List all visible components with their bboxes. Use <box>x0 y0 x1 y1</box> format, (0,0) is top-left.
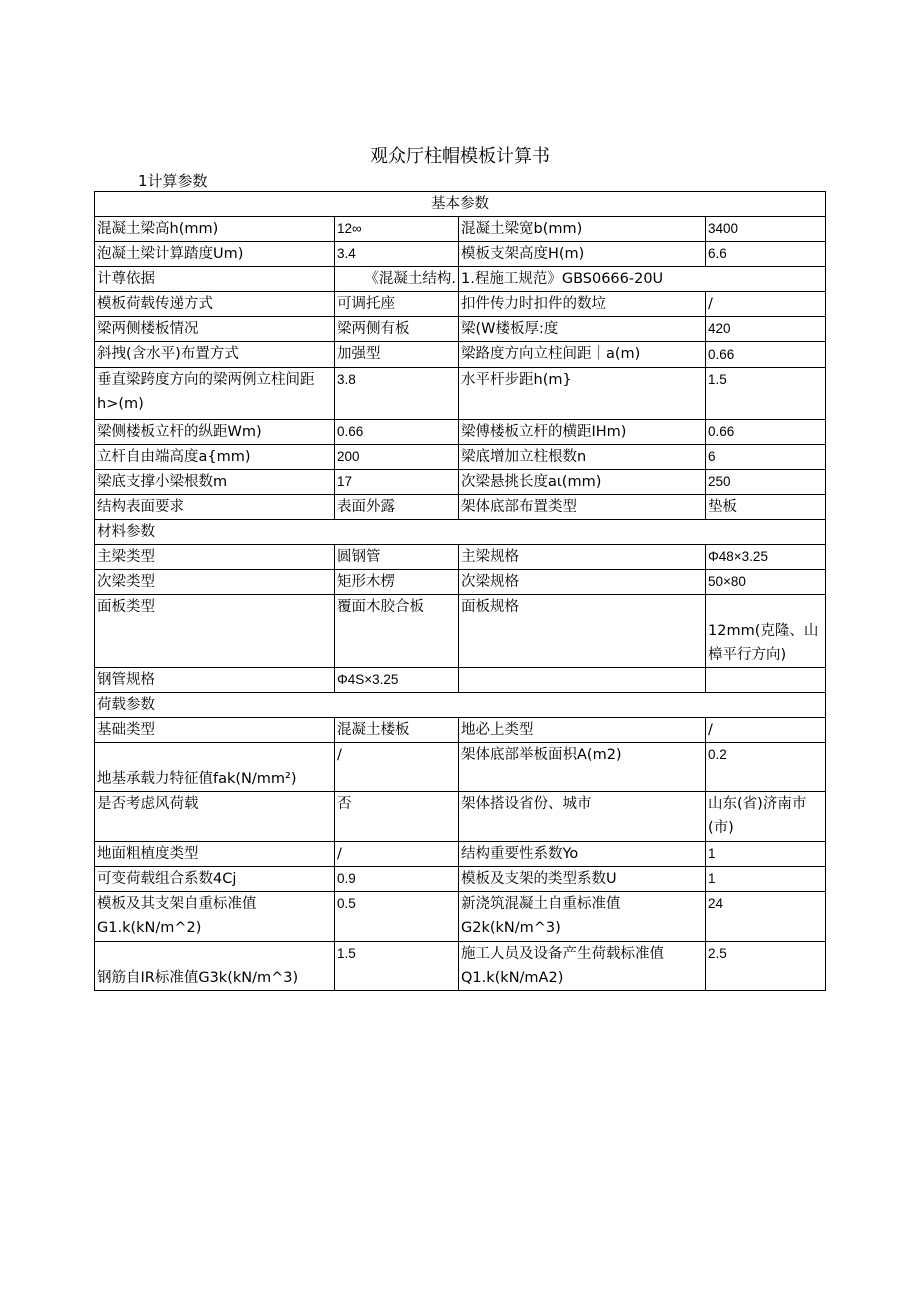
param-label: 架体底部举板面枳A(m2) <box>459 743 706 792</box>
param-value: 50×80 <box>706 570 826 595</box>
param-value: 梁两侧有板 <box>335 317 459 342</box>
param-label: 模板支架高度H(m) <box>459 242 706 267</box>
param-value: Φ4S×3.25 <box>335 668 459 693</box>
section-heading: 1计算参数 <box>138 172 208 190</box>
param-value: 6.6 <box>706 242 826 267</box>
param-value: 0.5 <box>335 892 459 942</box>
header-material: 材料参数 <box>95 520 826 545</box>
param-label: 梁侧楼板立杆的纵距Wm) <box>95 420 335 445</box>
param-label: 梁两侧楼板情况 <box>95 317 335 342</box>
param-value: 1.5 <box>335 942 459 991</box>
document-title: 观众厅柱帽模板计算书 <box>370 146 550 167</box>
param-label: 钢管规格 <box>95 668 335 693</box>
param-label: 基础类型 <box>95 718 335 743</box>
param-value: 1.程施工规范》GBS0666-20U <box>459 267 826 292</box>
param-label: 泡凝土梁计算踏度Um) <box>95 242 335 267</box>
param-value: 垫板 <box>706 495 826 520</box>
param-value: 0.2 <box>706 743 826 792</box>
param-label: 计尊依据 <box>95 267 335 292</box>
param-value: 混凝土楼板 <box>335 718 459 743</box>
param-label: 模板及支架的类型系数U <box>459 867 706 892</box>
param-value: 圆钢管 <box>335 545 459 570</box>
param-label: 梁底支撑小梁根数m <box>95 470 335 495</box>
param-value: 2.5 <box>706 942 826 991</box>
param-value: 《混凝土结构. <box>335 267 459 292</box>
param-value: 0.9 <box>335 867 459 892</box>
param-label: 钢筋自IR标准值G3k(kN/m^3) <box>95 942 335 991</box>
param-value: 420 <box>706 317 826 342</box>
param-label: 地面粗植度类型 <box>95 842 335 867</box>
param-label: 混凝土梁高h(mm) <box>95 217 335 242</box>
param-label: 施工人员及设备产生荷载标准值Q1.k(kN/mA2) <box>459 942 706 991</box>
param-label: 地必上类型 <box>459 718 706 743</box>
param-label: 梁(W楼板厚:度 <box>459 317 706 342</box>
param-label: 新浇筑混凝土自重标准值G2k(kN/m^3) <box>459 892 706 942</box>
param-value: / <box>706 718 826 743</box>
param-value: 矩形木楞 <box>335 570 459 595</box>
header-basic: 基本参数 <box>95 192 826 217</box>
param-label: 是否考虑风荷载 <box>95 792 335 842</box>
param-value: 3.8 <box>335 368 459 420</box>
parameter-table <box>94 191 826 991</box>
param-value: 250 <box>706 470 826 495</box>
param-label: 面板规格 <box>459 595 706 668</box>
param-label <box>459 668 706 693</box>
param-value: 1.5 <box>706 368 826 420</box>
param-label: 模板荷载传递方式 <box>95 292 335 317</box>
param-value: 200 <box>335 445 459 470</box>
param-value: Φ48×3.25 <box>706 545 826 570</box>
param-label: 立杆自由端高度a{mm) <box>95 445 335 470</box>
param-value: 12∞ <box>335 217 459 242</box>
param-value: 17 <box>335 470 459 495</box>
param-value: 加强型 <box>335 342 459 368</box>
param-value <box>706 668 826 693</box>
param-label: 地基承载力特征值fak(N/mm²) <box>95 743 335 792</box>
param-value: 0.66 <box>706 420 826 445</box>
param-value: 1 <box>706 867 826 892</box>
param-value: / <box>706 292 826 317</box>
param-label: 梁路度方向立柱间距｜a(m) <box>459 342 706 368</box>
param-value: / <box>335 743 459 792</box>
param-label: 主梁规格 <box>459 545 706 570</box>
param-label: 可变荷载组合系数4Cj <box>95 867 335 892</box>
param-value: 24 <box>706 892 826 942</box>
param-value: 0.66 <box>706 342 826 368</box>
param-value: 表面外露 <box>335 495 459 520</box>
param-value: 12mm(克隆、山樟平行方向) <box>706 595 826 668</box>
param-label: 次梁悬挑长度aι(mm) <box>459 470 706 495</box>
param-label: 混凝土梁宽b(mm) <box>459 217 706 242</box>
param-value: 山东(省)济南市(市) <box>706 792 826 842</box>
param-label: 水平杆步距h(m} <box>459 368 706 420</box>
param-label: 梁傅楼板立杆的横距IHm) <box>459 420 706 445</box>
param-label: 面板类型 <box>95 595 335 668</box>
param-label: 模板及其支架自重标准值G1.k(kN/m^2) <box>95 892 335 942</box>
param-value: 3400 <box>706 217 826 242</box>
header-load: 荷载参数 <box>95 693 826 718</box>
param-label: 主梁类型 <box>95 545 335 570</box>
param-value: 1 <box>706 842 826 867</box>
param-label: 梁底增加立柱根数n <box>459 445 706 470</box>
param-label: 架体底部布置类型 <box>459 495 706 520</box>
param-label: 次梁规格 <box>459 570 706 595</box>
param-label: 结构表面要求 <box>95 495 335 520</box>
param-label: 结构重要性系数Yo <box>459 842 706 867</box>
param-value: 6 <box>706 445 826 470</box>
param-value: 覆面木胶合板 <box>335 595 459 668</box>
param-value: 可调托座 <box>335 292 459 317</box>
param-value: 3.4 <box>335 242 459 267</box>
param-label: 垂直梁跨度方向的梁两例立柱间距h>(m) <box>95 368 335 420</box>
param-label: 斜拽(含水平)布置方式 <box>95 342 335 368</box>
param-value: 0.66 <box>335 420 459 445</box>
param-label: 架体搭设省份、城市 <box>459 792 706 842</box>
param-value: 否 <box>335 792 459 842</box>
param-label: 扣件传力时扣件的数垃 <box>459 292 706 317</box>
param-value: / <box>335 842 459 867</box>
param-label: 次梁类型 <box>95 570 335 595</box>
